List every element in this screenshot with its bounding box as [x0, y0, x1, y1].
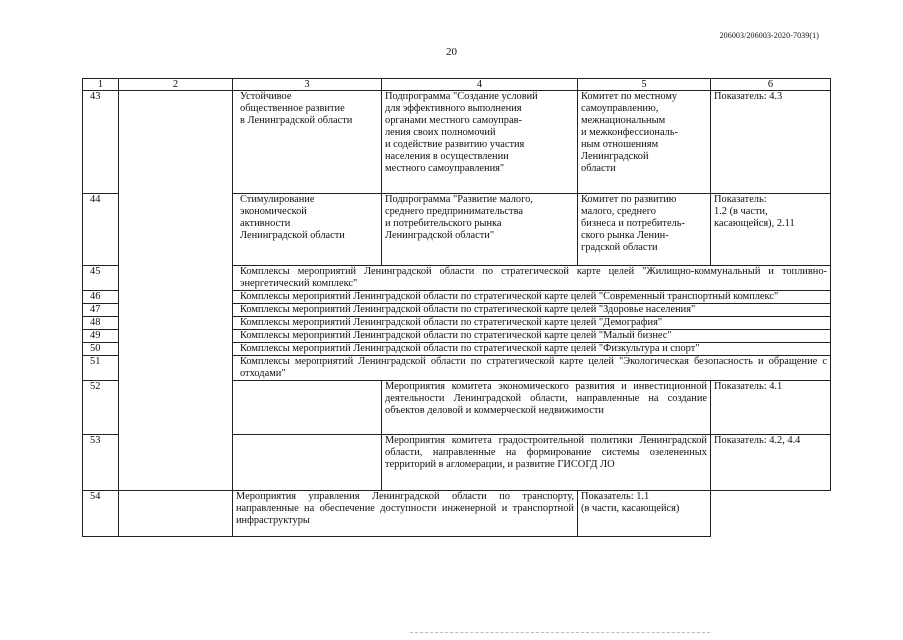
program-table [82, 78, 831, 537]
empty-cell [119, 91, 233, 491]
complex-cell: Комплексы мероприятий Ленинградской области по стратегической карте целей "Физкультура и спорт" [233, 343, 831, 356]
row-number: 53 [83, 435, 119, 491]
complex-cell: Комплексы мероприятий Ленинградской области по стратегической карте целей "Демография" [233, 317, 831, 330]
scan-edge-line [410, 632, 710, 634]
indicator-cell: Показатель: 1.1 (в части, касающейся) [578, 491, 711, 537]
indicator-cell: Показатель: 4.2, 4.4 [711, 435, 831, 491]
complex-cell: Комплексы мероприятий Ленинградской области по стратегической карте целей "Здоровье населения" [233, 304, 831, 317]
event-cell: Мероприятия комитета градостроительной политики Ленинградской области, направленные на формирование системы озелененных территорий в агломерации, и развитие ГИСОГД ЛО [382, 435, 711, 491]
row-number: 49 [83, 330, 119, 343]
table-row [83, 491, 831, 537]
column-header: 1 [83, 79, 119, 91]
complex-cell: Комплексы мероприятий Ленинградской области по стратегической карте целей "Экологическая безопасность и обращение с отходами" [233, 356, 831, 381]
indicator-cell: Показатель: 4.1 [711, 381, 831, 435]
subprogram-cell: Подпрограмма "Развитие малого, среднего предпринимательства и потребительского рынка Ленинградской области" [382, 194, 578, 266]
empty-cell [233, 381, 382, 435]
subprogram-cell: Подпрограмма "Создание условий для эффективного выполнения органами местного самоуправ- ления своих полномочий и содействие развитию участия населения в осуществлении местного самоуправления" [382, 91, 578, 194]
row-number: 51 [83, 356, 119, 381]
column-number-row [83, 79, 831, 91]
row-number: 50 [83, 343, 119, 356]
row-number: 46 [83, 291, 119, 304]
complex-cell: Комплексы мероприятий Ленинградской области по стратегической карте целей "Жилищно-коммунальный и топливно-энергетический комплекс" [233, 266, 831, 291]
row-number: 54 [83, 491, 119, 537]
column-header: 3 [233, 79, 382, 91]
indicator-cell: Показатель: 1.2 (в части, касающейся), 2.11 [711, 194, 831, 266]
column-header: 5 [578, 79, 711, 91]
row-number: 47 [83, 304, 119, 317]
complex-cell: Комплексы мероприятий Ленинградской области по стратегической карте целей "Современный транспортный комплекс" [233, 291, 831, 304]
column-header: 6 [711, 79, 831, 91]
event-cell: Мероприятия комитета экономического развития и инвестиционной деятельности Ленинградской области, направленные на создание объектов деловой и коммерческой недвижимости [382, 381, 711, 435]
row-number: 48 [83, 317, 119, 330]
complex-cell: Комплексы мероприятий Ленинградской области по стратегической карте целей "Малый бизнес" [233, 330, 831, 343]
column-header: 4 [382, 79, 578, 91]
table-row [83, 91, 831, 194]
page-number: 20 [446, 46, 457, 58]
responsible-cell: Комитет по местному самоуправлению, межнациональным и межконфессиональ- ным отношениям Ленинградской области [578, 91, 711, 194]
row-number: 43 [83, 91, 119, 194]
row-number: 44 [83, 194, 119, 266]
event-cell: Мероприятия управления Ленинградской области по транспорту, направленные на обеспечение доступности инженерной и транспортной инфраструктуры [233, 491, 578, 537]
responsible-cell: Комитет по развитию малого, среднего бизнеса и потребитель- ского рынка Ленин- градской области [578, 194, 711, 266]
row-number: 52 [83, 381, 119, 435]
goal-cell: Устойчивое общественное развитие в Ленинградской области [233, 91, 382, 194]
indicator-cell: Показатель: 4.3 [711, 91, 831, 194]
column-header: 2 [119, 79, 233, 91]
goal-cell: Стимулирование экономической активности Ленинградской области [233, 194, 382, 266]
empty-cell [233, 435, 382, 491]
document-id: 206003/206003-2020-7039(1) [719, 31, 819, 40]
empty-cell [119, 491, 233, 537]
row-number: 45 [83, 266, 119, 291]
